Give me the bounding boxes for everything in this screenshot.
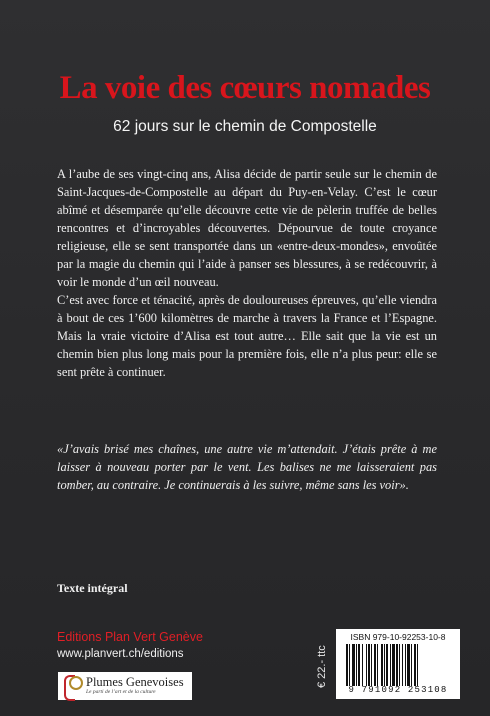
plume-logo-icon: [62, 674, 82, 698]
publisher-website: www.planvert.ch/editions: [57, 648, 184, 660]
barcode-icon: [346, 644, 450, 686]
edition-note: Texte intégral: [57, 581, 128, 595]
price-label: € 22.- ttc: [316, 645, 328, 688]
blurb-paragraph: A l’aube de ses vingt-cinq ans, Alisa décide de partir seule sur le chemin de Saint-Jacques-de-Compostelle au départ du Puy-en-Velay. C’est le cœur abîmé et désemparée qu’elle découvre cette vie de pèlerin truffée de belles rencontres et d’incroyables découvertes. Dépourvue de toute croyance religieuse, elle se sent transportée dans un «entre-deux-mondes», envoûtée par la magie du chemin qui l’aide à panser ses blessures, à se redécouvrir, à voir le monde d’un œil nouveau.: [57, 167, 437, 289]
blurb: [57, 165, 437, 381]
collection-logo: [58, 672, 192, 700]
publisher-name: Editions Plan Vert Genève: [57, 630, 203, 644]
excerpt-quote: «J’avais brisé mes chaînes, une autre vie m’attendait. J’étais prête à me laisser à nouveau porter par le vent. Les balises ne me laisseraient pas tomber, au contraire. Je continuerais à les suivre, même sans les voir».: [57, 442, 437, 492]
book-title: La voie des cœurs nomades: [59, 70, 431, 106]
collection-name: Plumes Genevoises: [86, 675, 184, 689]
isbn-number: ISBN 979-10-92253-10-8: [350, 632, 446, 642]
ean-digits: 9 791092 253108: [348, 685, 448, 695]
book-subtitle: 62 jours sur le chemin de Compostelle: [113, 118, 377, 135]
barcode: [336, 629, 460, 699]
blurb-paragraph: C’est avec force et ténacité, après de douloureuses épreuves, qu’elle viendra à bout de ces 1’600 kilomètres de marche à travers la France et l’Espagne. Mais la vraie victoire d’Alisa est tout autre… Elle sait que la vie est un chemin bien plus long mais pour la première fois, elle n’a plus peur: elle se sent prête à continuer.: [57, 293, 437, 379]
collection-tagline: Le parti de l’art et de la culture: [86, 689, 156, 695]
